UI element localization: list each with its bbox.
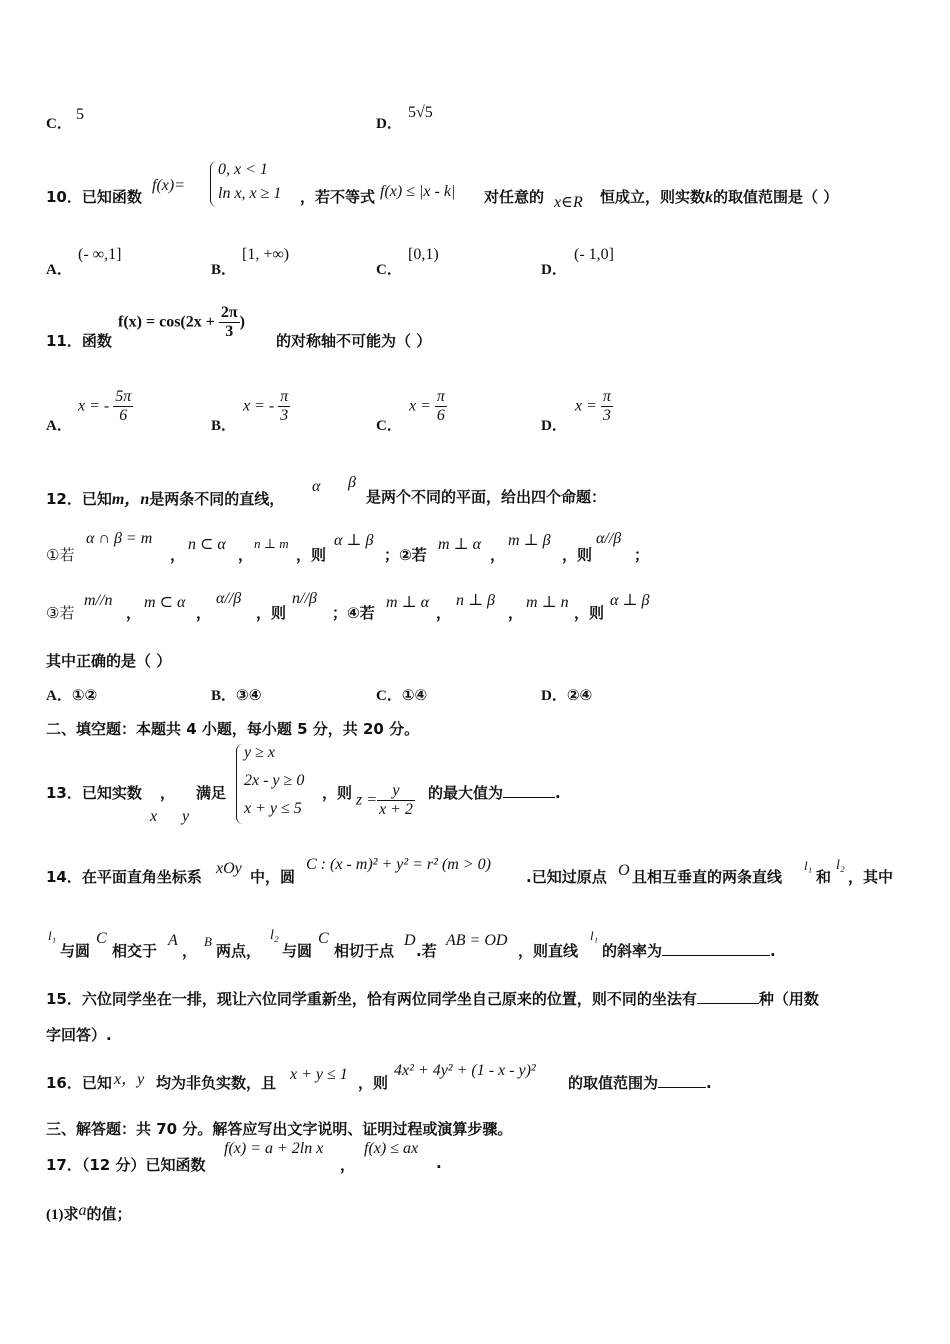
answer-blank[interactable] xyxy=(503,797,555,798)
q12-p1-then: ，则 xyxy=(296,546,327,564)
q14-l1: l₁ xyxy=(804,858,813,873)
q9-option-c-value: 5 xyxy=(76,106,84,123)
frac xyxy=(113,388,133,425)
q11-func-left: f(x) = cos(2x + xyxy=(118,313,215,331)
q13-var-x: x xyxy=(150,808,158,825)
prop-label: ①若 xyxy=(46,546,75,564)
q12-text-c: 是两个不同的平面，给出四个命题： xyxy=(366,488,607,506)
q11-option-b-value xyxy=(243,388,290,425)
prefix: x = xyxy=(409,397,431,415)
q12-beta: β xyxy=(348,474,356,491)
q11-func xyxy=(118,304,245,341)
q12-p3-c2: m ⊂ α xyxy=(144,594,186,611)
q12-prop1-label xyxy=(46,544,74,565)
part-var: a xyxy=(78,1202,87,1219)
q13-comma: ， xyxy=(160,784,176,802)
q10-inequality: f(x) ≤ |x - k| xyxy=(380,183,456,200)
q13-text-d xyxy=(428,782,561,803)
part-text: 的值； xyxy=(86,1205,132,1223)
q13-constraints xyxy=(236,744,326,828)
option-label: D． xyxy=(376,116,402,132)
q11-option-d xyxy=(541,414,567,435)
q12-p1-c2: n ⊂ α xyxy=(188,536,226,553)
q13-text-b: 满足 xyxy=(196,784,227,802)
q15-line1 xyxy=(46,988,819,1009)
q14-circle-eq: C : (x - m)² + y² = r² (m > 0) xyxy=(306,856,491,873)
q17-part1 xyxy=(46,1202,132,1224)
numerator: 5π xyxy=(115,388,132,405)
q12-p4-c1: m ⊥ α xyxy=(386,594,429,611)
q14-and: 和 xyxy=(816,868,832,886)
q12-option-d xyxy=(541,684,592,705)
question-number: 17． xyxy=(46,1156,82,1174)
q10-text-e: 的取值范围是（ ） xyxy=(713,188,839,206)
q17-func: f(x) = a + 2ln x xyxy=(224,1140,324,1157)
denominator: x + 2 xyxy=(379,801,413,818)
var-k: k xyxy=(705,189,714,206)
question-number: 11． xyxy=(46,332,82,350)
q16-expr: 4x² + 4y² + (1 - x - y)² xyxy=(394,1062,536,1079)
q11-func-frac xyxy=(219,304,240,341)
answer-blank[interactable] xyxy=(697,1003,759,1004)
q10-case2: ln x, x ≥ 1 xyxy=(218,185,282,202)
q15-text: 15．六位同学坐在一排，现让六位同学重新坐，恰有两位同学坐自己原来的位置，则不同的坐法有 xyxy=(46,990,697,1008)
section-heading-2: 二、填空题：本题共 4 小题，每小题 5 分，共 20 分。 xyxy=(46,720,420,738)
q16-text-d xyxy=(568,1072,712,1093)
option-label: D． xyxy=(541,262,567,278)
constraint-2: 2x - y ≥ 0 xyxy=(244,772,305,789)
q14-text-e: ，其中 xyxy=(848,868,894,886)
numerator: 2π xyxy=(220,304,238,321)
q12-p2-c2: m ⊥ β xyxy=(508,532,551,549)
prefix: x = xyxy=(575,397,597,415)
denominator: 3 xyxy=(225,323,234,340)
q10-option-d xyxy=(541,258,567,279)
question-number: 13． xyxy=(46,784,82,802)
q13-text-d-span: 的最大值为 xyxy=(428,784,504,802)
frac xyxy=(601,388,613,425)
option-label: C． xyxy=(46,116,72,132)
denominator: 6 xyxy=(119,407,128,424)
frac xyxy=(435,388,447,425)
q13-var-y: y xyxy=(182,808,190,825)
q14-D: D xyxy=(404,932,416,949)
q10-text-d-span: 恒成立，则实数 xyxy=(600,188,706,206)
q10-text-b: ，若不等式 xyxy=(300,188,376,206)
option-label: B． xyxy=(211,688,237,704)
end: . xyxy=(706,1074,712,1092)
q14-l1c: l₁ xyxy=(590,928,599,943)
q12-option-b xyxy=(211,684,261,705)
q11-option-b xyxy=(211,414,236,435)
q14-text-g: 相交于 xyxy=(112,942,158,960)
option-label: C． xyxy=(376,262,402,278)
q12-p1-c3: n ⊥ m xyxy=(254,536,289,551)
q12-text-b: 是两条不同的直线， xyxy=(149,490,285,508)
q12-line xyxy=(46,486,284,509)
q11-func-right: ) xyxy=(239,313,245,331)
q16-text-b: 均为非负实数，且 xyxy=(156,1074,277,1092)
q16-text-c: ，则 xyxy=(358,1074,389,1092)
question-number: 12． xyxy=(46,490,82,508)
q14-sep: ， xyxy=(182,942,198,960)
q11-text-a: 函数 xyxy=(81,332,112,350)
q14-cond: AB = OD xyxy=(446,932,508,949)
q10-option-a-value: (- ∞,1] xyxy=(78,246,122,263)
sep: ， xyxy=(196,604,212,622)
q10-option-c-value: [0,1) xyxy=(408,246,439,263)
q11-line xyxy=(46,330,112,351)
q11-option-c xyxy=(376,414,402,435)
q14-xoy: xOy xyxy=(216,860,242,877)
q11-option-a xyxy=(46,414,72,435)
sep: ， xyxy=(508,604,524,622)
option-label: A． xyxy=(46,688,72,704)
q14-O: O xyxy=(618,862,630,879)
sep: ， xyxy=(490,546,506,564)
option-value: ③④ xyxy=(236,686,262,704)
constraint-1: y ≥ x xyxy=(244,744,275,761)
q10-option-b-value: [1, +∞) xyxy=(242,246,290,263)
q12-p3-c1: m//n xyxy=(84,592,113,609)
denominator: 3 xyxy=(602,407,611,424)
q11-option-a-value xyxy=(78,388,133,425)
q15-mid: 种（用数 xyxy=(758,990,819,1008)
q12-p2-label: ；②若 xyxy=(384,546,427,564)
q12-question: 其中正确的是（ ） xyxy=(46,652,172,670)
q14-text-h: 两点， xyxy=(216,942,262,960)
end: . xyxy=(770,942,776,960)
numerator: π xyxy=(602,388,611,405)
numerator: π xyxy=(280,388,289,405)
q10-option-c xyxy=(376,258,402,279)
q14-text-m-span: 的斜率为 xyxy=(602,942,663,960)
section-heading-3: 三、解答题：共 70 分。解答应写出文字说明、证明过程或演算步骤。 xyxy=(46,1120,513,1138)
answer-blank[interactable] xyxy=(658,1087,706,1088)
answer-blank[interactable] xyxy=(662,955,770,956)
q12-mn: m，n xyxy=(111,491,150,508)
q14-text-k: .若 xyxy=(416,942,437,960)
q11-option-d-value xyxy=(575,388,613,425)
sep: ， xyxy=(126,604,142,622)
sep: ， xyxy=(238,546,254,564)
q12-p4-c3: m ⊥ n xyxy=(526,594,569,611)
q10-text-d xyxy=(600,186,838,207)
semicolon: ； xyxy=(634,546,650,564)
q10-text-c: 对任意的 xyxy=(484,188,545,206)
question-number: 16． xyxy=(46,1074,82,1092)
prefix: x = - xyxy=(243,397,275,415)
q14-text-b: 中，圆 xyxy=(250,868,296,886)
q16-text-a: 已知 xyxy=(81,1074,112,1092)
q16-line xyxy=(46,1072,112,1093)
numerator: π xyxy=(436,388,445,405)
option-label: D． xyxy=(541,418,567,434)
q14-line1 xyxy=(46,866,202,887)
q14-C2: C xyxy=(318,930,329,947)
q10-option-b xyxy=(211,258,236,279)
sep: ， xyxy=(170,546,186,564)
q16-xy: x，y xyxy=(114,1071,145,1088)
q12-p3-res: n//β xyxy=(292,590,317,607)
q15-line2: 字回答）. xyxy=(46,1026,112,1044)
question-number: 14． xyxy=(46,868,82,886)
q9-option-d xyxy=(376,112,402,133)
q10-text-a: 已知函数 xyxy=(81,188,142,206)
z-left: z = xyxy=(356,791,378,809)
q14-C: C xyxy=(96,930,107,947)
q12-option-c xyxy=(376,684,427,705)
option-label: B． xyxy=(211,418,237,434)
q17-score: （12 分）已知函数 xyxy=(81,1156,206,1174)
end: . xyxy=(555,784,561,802)
q17-line xyxy=(46,1154,205,1175)
numerator: y xyxy=(377,782,415,801)
q14-A: A xyxy=(168,932,178,949)
q12-p4-then: ，则 xyxy=(574,604,605,622)
constraint-3: x + y ≤ 5 xyxy=(244,800,302,817)
q12-text-a: 已知 xyxy=(81,490,112,508)
part-label: (1)求 xyxy=(46,1207,79,1223)
q14-text-l: ，则直线 xyxy=(518,942,579,960)
q12-p1-res: α ⊥ β xyxy=(334,532,374,549)
option-value: ②④ xyxy=(566,686,593,704)
q10-piecewise xyxy=(210,161,300,209)
prefix: x = - xyxy=(78,397,110,415)
q10-func: f(x)= xyxy=(152,177,185,194)
q13-text-a: 已知实数 xyxy=(81,784,142,802)
option-label: A． xyxy=(46,418,72,434)
denominator: 3 xyxy=(280,407,289,424)
q12-p2-c1: m ⊥ α xyxy=(438,536,481,553)
q10-case1: 0, x < 1 xyxy=(218,161,268,178)
q13-line xyxy=(46,782,142,803)
q10-domain: x∈R xyxy=(554,194,583,211)
q12-p4-label: ；④若 xyxy=(332,604,375,622)
option-label: D． xyxy=(541,688,567,704)
q12-alpha: α xyxy=(312,478,321,495)
q14-l2b: l₂ xyxy=(270,928,279,943)
option-label: C． xyxy=(376,418,402,434)
frac xyxy=(377,782,415,819)
q14-text-c: .已知过原点 xyxy=(526,868,607,886)
q9-option-c xyxy=(46,112,72,133)
q14-text-m xyxy=(602,940,776,961)
q12-p2-res: α//β xyxy=(596,530,622,547)
q14-text-a: 在平面直角坐标系 xyxy=(81,868,202,886)
q11-option-c-value xyxy=(409,388,447,425)
q11-text-b: 的对称轴不可能为（ ） xyxy=(276,332,432,350)
q17-comma: ， xyxy=(340,1156,356,1174)
q17-cond: f(x) ≤ ax xyxy=(364,1140,419,1157)
q12-prop3-label xyxy=(46,602,74,623)
q12-p3-then: ，则 xyxy=(256,604,287,622)
q16-cond: x + y ≤ 1 xyxy=(290,1066,348,1083)
q13-text-c: ，则 xyxy=(322,784,353,802)
option-value: ①② xyxy=(71,686,98,704)
q14-text-i: 与圆 xyxy=(282,942,313,960)
q14-text-f: 与圆 xyxy=(60,942,91,960)
q12-p2-then: ，则 xyxy=(562,546,593,564)
option-label: B． xyxy=(211,262,237,278)
frac xyxy=(278,388,290,425)
option-value: ①④ xyxy=(401,686,428,704)
q14-text-d: 且相互垂直的两条直线 xyxy=(632,868,783,886)
q10-line xyxy=(46,186,142,207)
q9-option-d-value: 5√5 xyxy=(408,104,433,121)
q16-text-d-span: 的取值范围为 xyxy=(568,1074,659,1092)
option-label: C． xyxy=(376,688,402,704)
q14-l2: l₂ xyxy=(836,858,845,873)
q10-option-a xyxy=(46,258,72,279)
option-label: A． xyxy=(46,262,72,278)
denominator: 6 xyxy=(436,407,445,424)
q10-option-d-value: (- 1,0] xyxy=(574,246,614,263)
q12-option-a xyxy=(46,684,97,705)
q12-p4-c2: n ⊥ β xyxy=(456,592,496,609)
q12-p1-c1: α ∩ β = m xyxy=(86,530,153,547)
q12-p3-c3: α//β xyxy=(216,590,242,607)
q13-objective xyxy=(356,782,415,819)
sep: ， xyxy=(436,604,452,622)
q12-p4-res: α ⊥ β xyxy=(610,592,650,609)
q17-end: . xyxy=(436,1154,442,1172)
q14-B: B xyxy=(204,934,212,949)
q14-l1b: l₁ xyxy=(48,928,57,943)
question-number: 10． xyxy=(46,188,82,206)
prop-label: ③若 xyxy=(46,604,75,622)
q14-text-j: 相切于点 xyxy=(334,942,395,960)
